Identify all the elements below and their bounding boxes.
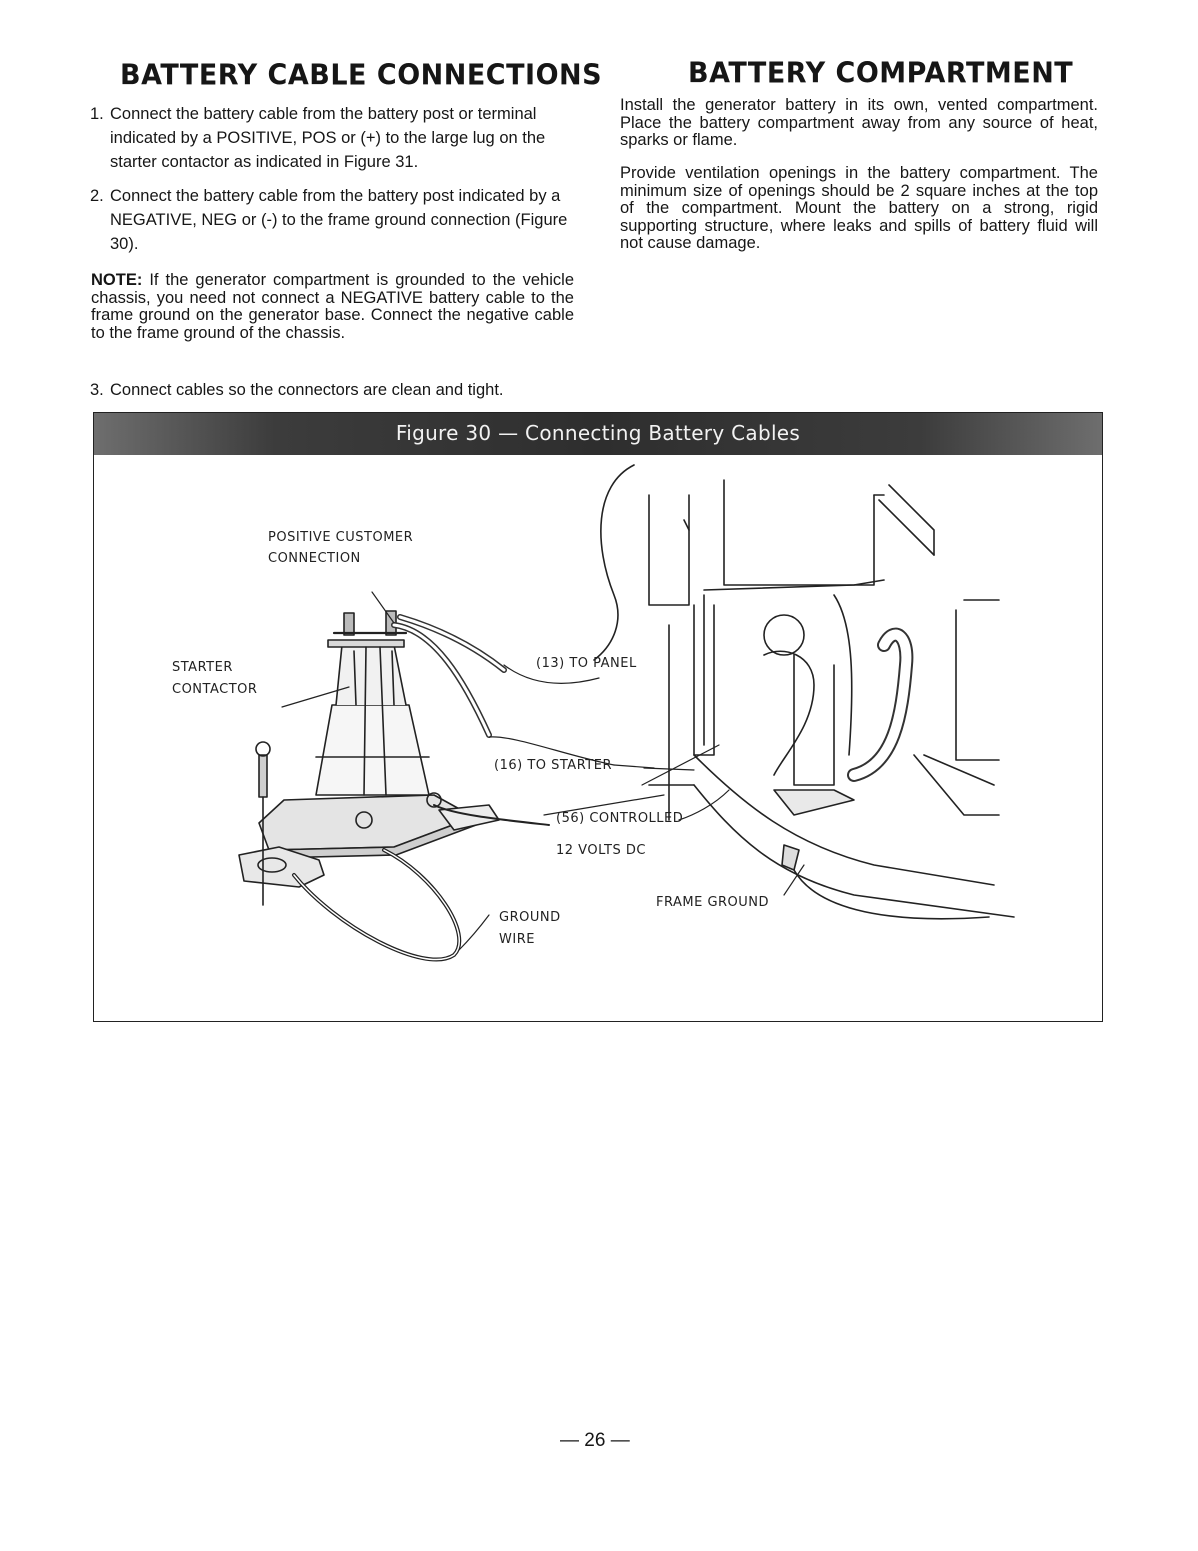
label-to-panel: (13) TO PANEL	[536, 656, 637, 671]
note-label: NOTE:	[91, 271, 143, 289]
note-paragraph	[91, 272, 574, 342]
label-connection: CONNECTION	[268, 551, 361, 566]
step-number: 2.	[90, 187, 104, 205]
label-wire: WIRE	[499, 932, 535, 947]
label-volts: 12 VOLTS DC	[556, 843, 646, 858]
battery-cable-connections-heading: BATTERY CABLE CONNECTIONS	[120, 59, 603, 92]
label-positive-customer: POSITIVE CUSTOMER	[268, 530, 414, 545]
battery-compartment-paragraph-1: Install the generator battery in its own, vented compartment. Place the battery compartment away from any source of heat, sparks or flame.	[620, 96, 1098, 149]
step-2	[90, 184, 578, 256]
label-to-starter: (16) TO STARTER	[494, 758, 612, 773]
step-text: Connect the battery cable from the battery post or terminal indicated by a POSITIVE, POS or (+) to the large lug on the starter contactor as indicated in Figure 31.	[110, 105, 546, 171]
figure-30	[93, 412, 1103, 1022]
battery-compartment-paragraph-2: Provide ventilation openings in the battery compartment. The minimum size of openings should be 2 square inches at the top of the compartment. Mount the battery on a strong, rigid supporting structure, where leaks and spills of battery fluid will not cause damage.	[620, 164, 1098, 252]
battery-compartment-heading: BATTERY COMPARTMENT	[688, 57, 1074, 90]
step-1	[90, 102, 578, 174]
step-number: 1.	[90, 105, 104, 123]
note-text: If the generator compartment is grounded to the vehicle chassis, you need not connect a NEGATIVE battery cable to the frame ground on the generator base. Connect the negative cable to the frame ground of the chassis.	[91, 271, 574, 342]
label-starter: STARTER	[172, 660, 233, 675]
battery-cable-illustration	[94, 455, 1101, 1020]
step-text: Connect cables so the connectors are clean and tight.	[110, 381, 504, 399]
label-ground: GROUND	[499, 910, 561, 925]
step-number: 3.	[90, 381, 104, 399]
step-3	[90, 378, 578, 402]
step-text: Connect the battery cable from the battery post indicated by a NEGATIVE, NEG or (-) to the frame ground connection (Figure 30).	[110, 187, 568, 253]
figure-title: Figure 30 — Connecting Battery Cables	[395, 421, 801, 445]
generator-frame-drawing	[594, 465, 1014, 919]
label-contactor: CONTACTOR	[172, 682, 258, 697]
page-number: — 26 —	[560, 1430, 630, 1451]
label-controlled: (56) CONTROLLED	[556, 811, 684, 826]
label-frame-ground: FRAME GROUND	[656, 895, 770, 910]
